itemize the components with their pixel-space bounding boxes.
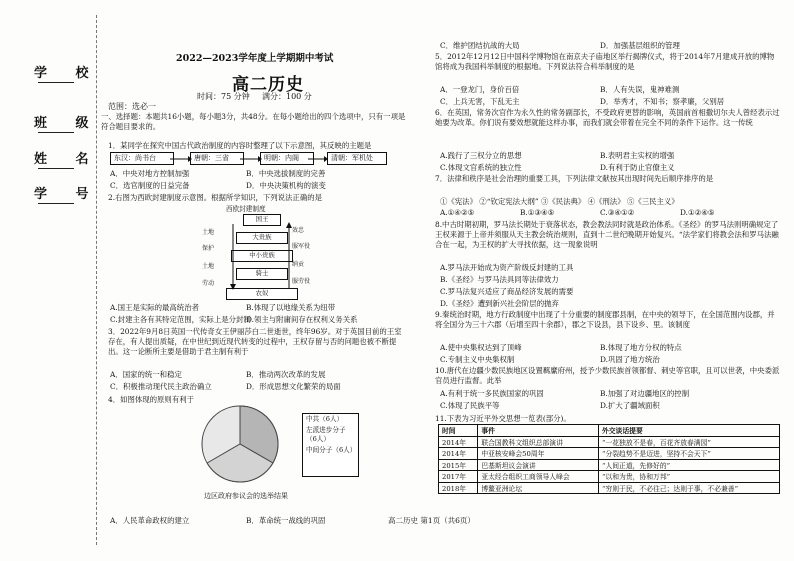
q2-option-d: D.领主与附庸间存在权利义务关系: [246, 315, 358, 324]
table-row: [439, 436, 780, 448]
q9-stem: 9.秦统治时期，地方行政制度中出现了十分重要的制度郡县制，在中央的领导下，在全国范围内设郡，并将全国分为三十六郡（后增至四十余郡），郡之下设县，县下设乡、里。该制度: [435, 310, 775, 329]
score-label: 满分：100 分: [262, 92, 312, 101]
page-number: 高二历史 第1页（共6页）: [388, 516, 475, 525]
q10-option-b: B.加强了对边疆地区的控制: [600, 389, 690, 398]
q2-level-knights: 骑士: [236, 268, 288, 280]
table-cell: “分裂趋势不是迈进，坚持不会天下”: [598, 448, 779, 460]
q5-option-a: A．一登龙门，身价百倍: [440, 85, 520, 94]
table-header-cell: 事件: [478, 425, 599, 437]
table-cell: 亚太经合组织工商领导人峰会: [478, 471, 599, 483]
q8-option-c: C.罗马法复兴适应了商品经济发展的需要: [440, 287, 574, 296]
class-line: [38, 132, 74, 133]
q4-option-a: A．人民革命政权的建立: [110, 516, 190, 525]
time-label: 时间：75 分钟: [197, 92, 250, 101]
q2-right-label-1: 效忠: [292, 227, 305, 234]
table-cell: 2018年: [439, 482, 478, 494]
q9-option-b: B.体现了地方分权的特点: [600, 343, 682, 352]
q7-items: ①《宪法》 ②“钦定宪法大纲” ③《民法典》 ④《刑法》 ⑤《三民主义》: [440, 197, 679, 206]
legend-item-ccp: 中共（6人）: [306, 415, 344, 423]
q10-option-d: D.扩大了疆域面积: [600, 401, 660, 410]
name-line: [38, 168, 74, 169]
table-cell: “穷则于民，不必往己；达则于事，不必兼善”: [598, 482, 779, 494]
q2-left-label-4: 劳动: [202, 280, 215, 287]
table-row: [439, 459, 780, 471]
q4-option-c: C．维护团结抗战的大局: [440, 41, 520, 50]
q6-option-d: D.有利于防止官僚主义: [600, 163, 675, 172]
table-header-cell: 外交谈话提要: [598, 425, 779, 437]
q5-option-d: D．举秀才，不知书；察孝廉，父别居: [600, 97, 725, 106]
q3-stem: 3．2022年9月8日英国一代传奇女王伊丽莎白二世逝世，终年96岁。对于英国目前的王室存在，有人提出质疑，在中世纪到近现代转变的过程中，王权存留与否的问题也被不断提出。这一论断所主要是借助于君主制有利于: [108, 327, 402, 356]
q8-option-b: B.《圣经》与罗马法具同等法律效力: [440, 275, 559, 284]
q5-stem: 5．2012年12月12日中国科学博物馆在南京夫子庙地区举行揭牌仪式，将于2014年7月建成开放的博物馆将成为我国科举制度的根据地。下列说法符合科举制度的是: [435, 52, 775, 71]
q5-option-b: B．人有失误，鬼神难测: [600, 85, 680, 94]
q8-option-a: A.罗马法开始成为资产阶级反封建的工具: [440, 263, 574, 272]
class-label: 班 级: [34, 116, 101, 131]
q1-box-qing: 清朝：军机处: [327, 152, 387, 165]
q4-pie-chart: [200, 404, 280, 484]
q4-option-b: B．革命统一战线的巩固: [246, 516, 326, 525]
q2-left-label-1: 土地: [202, 229, 215, 236]
exam-title: 2022—2023学年度上学期期中考试: [176, 53, 334, 64]
table-row: [439, 448, 780, 460]
q9-option-d: D.巩固了地方统治: [600, 355, 660, 364]
q7-option-a: A.①④②⑤: [440, 208, 475, 217]
section-heading: 一、选择题：本题共16小题，每小题3分，共48分。在每小题给出的四个选项中，只有一项是符合题目要求的。: [101, 112, 406, 131]
q2-option-a: A.国王是实际的最高统治者: [110, 303, 199, 312]
school-label: 学 校: [34, 66, 101, 81]
q6-option-b: B.表明君主实权的增强: [600, 151, 675, 160]
q2-option-c: C.封建主各有其特定范围，实际上是分封制: [110, 315, 251, 324]
q7-option-c: C.③④①②: [600, 208, 635, 217]
q2-left-label-3: 土地: [202, 263, 215, 270]
q11-stem: 11.下表为习近平外交思想一览表(部分)。: [435, 414, 571, 423]
q6-option-a: A.践行了三权分立的思想: [440, 151, 522, 160]
q9-option-a: A.使中央集权达到了顶峰: [440, 343, 522, 352]
q6-option-c: C.体现文官系统的独立性: [440, 163, 522, 172]
q8-option-d: D.《圣经》遭到新兴社会阶层的抛弃: [440, 299, 559, 308]
q2-right-label-4: 服劳役: [292, 278, 311, 285]
q1-arrows: [170, 153, 330, 165]
q2-left-label-2: 保护: [202, 245, 215, 252]
scope-label: 范围：选必一: [108, 102, 156, 111]
q1-option-a: A．中央对地方控制加强: [110, 169, 190, 178]
table-row: [439, 471, 780, 483]
table-cell: 巴基斯坦议会演讲: [478, 459, 599, 471]
q1-stem: 1．某同学在探究中国古代政治制度的内容时整理了以下示意图，其反映的主题是: [108, 141, 372, 150]
q1-box-tang: 唐朝：三省: [190, 152, 244, 165]
q4-option-d: D．加强基层组织的管理: [600, 41, 680, 50]
q9-option-c: C.专制主义中央集权制: [440, 355, 515, 364]
q8-stem: 8.中古时期初期，罗马法长期处于衰落状态，教会教法同时就是政治体系。《圣经》的罗马法则明确规定了王权来源于上帝并须服从天主教会统治规则，直到十二世纪晚期开始复兴。“法学家们将教会法和罗马法融合在一起，为王权的扩大寻找依据，这一现象说明: [435, 220, 779, 249]
table-cell: 2014年: [439, 448, 478, 460]
legend-item-middle: 中间分子（6人）: [306, 446, 357, 454]
q7-stem: 7．法律和秩序是社会治理的重要工具，下列法律文献按其出现时间先后顺序排序的是: [435, 174, 714, 183]
table-cell: 2014年: [439, 436, 478, 448]
q2-right-label-2: 服军役: [292, 243, 311, 250]
q2-level-king: 国王: [243, 214, 281, 226]
table-cell: 2015年: [439, 459, 478, 471]
table-cell: “以和为贵，协和万邦”: [598, 471, 779, 483]
q2-option-b: B.体现了以地缘关系为纽带: [246, 303, 336, 312]
q6-stem: 6．在英国，常务次官作为永久性的常务副部长，不受政府更替的影响，英国前首相撒切尔夫人曾经表示过她要为改革。你们说有要效想就能这样办事，而我们就会带着在完全不同的条件下运作。这一传统: [435, 108, 780, 127]
q3-option-b: B．推动两次改革的发展: [246, 370, 326, 379]
table-header-cell: 时间: [439, 425, 478, 437]
q1-option-c: C．选官制度的日益完备: [110, 181, 190, 190]
student-number-label: 学 号: [34, 187, 101, 202]
q1-box-ming: 明朝：内阁: [260, 152, 314, 165]
table-cell: 2017年: [439, 471, 478, 483]
table-header-row: [439, 425, 780, 437]
q2-level-serfs: 农奴: [226, 288, 298, 300]
school-line: [38, 82, 74, 83]
q3-option-d: D．形成思想文化繁荣的局面: [246, 382, 341, 391]
q10-option-a: A.有利于统一多民族国家的巩固: [440, 389, 544, 398]
q10-stem: 10.唐代在边疆少数民族地区设置羁縻府州，授予少数民族首领都督、刺史等官职，且可以世袭，中央委派官员进行监督。此举: [435, 366, 780, 385]
legend-item-left: 左派进步分子（6人）: [306, 426, 346, 443]
table-cell: “一花独放不是春，百花齐放春满园”: [598, 436, 779, 448]
q3-option-a: A．国家的统一和稳定: [110, 370, 182, 379]
q2-stem: 2.右图为西欧封建制度示意图。根据所学知识，下列说法正确的是: [108, 193, 322, 202]
table-row: [439, 482, 780, 494]
q4-stem: 4．如图体现的原则有利于: [108, 395, 195, 404]
table-cell: “人间正道，先修好的”: [598, 459, 779, 471]
q4-pie-legend: [302, 413, 359, 477]
q1-option-b: B．中央选拔制度的完善: [246, 169, 326, 178]
name-label: 姓 名: [34, 152, 101, 167]
table-cell: 博鳌亚洲论坛: [478, 482, 599, 494]
table-cell: 联合国教科文组织总部演讲: [478, 436, 599, 448]
q4-caption: 边区政府参议会的选举结果: [204, 492, 288, 500]
student-number-line: [38, 203, 74, 204]
q5-option-c: C．上兵无害，下乱无主: [440, 97, 520, 106]
table-cell: 中亚核安峰会50周年: [478, 448, 599, 460]
q3-option-c: C．积极推动现代民主政治确立: [110, 382, 212, 391]
q2-right-label-3: 纳贡: [292, 261, 305, 268]
subject-title: 高二历史: [232, 75, 304, 95]
q1-box-donghan: 东汉：尚书台: [110, 152, 174, 165]
q10-option-c: C.体现了民族平等: [440, 401, 500, 410]
q1-option-d: D．中央决策机构的演变: [246, 181, 326, 190]
q2-diagram-title: 西欧封建制度: [226, 205, 266, 213]
q7-option-d: D.①②④⑤: [680, 208, 715, 217]
q11-table: [438, 424, 780, 494]
binding-line: [96, 15, 97, 545]
q2-level-small-nobles: 中小贵族: [231, 250, 293, 262]
q7-option-b: B.①③④⑤: [520, 208, 555, 217]
q2-level-great-nobles: 大贵族: [236, 232, 288, 244]
